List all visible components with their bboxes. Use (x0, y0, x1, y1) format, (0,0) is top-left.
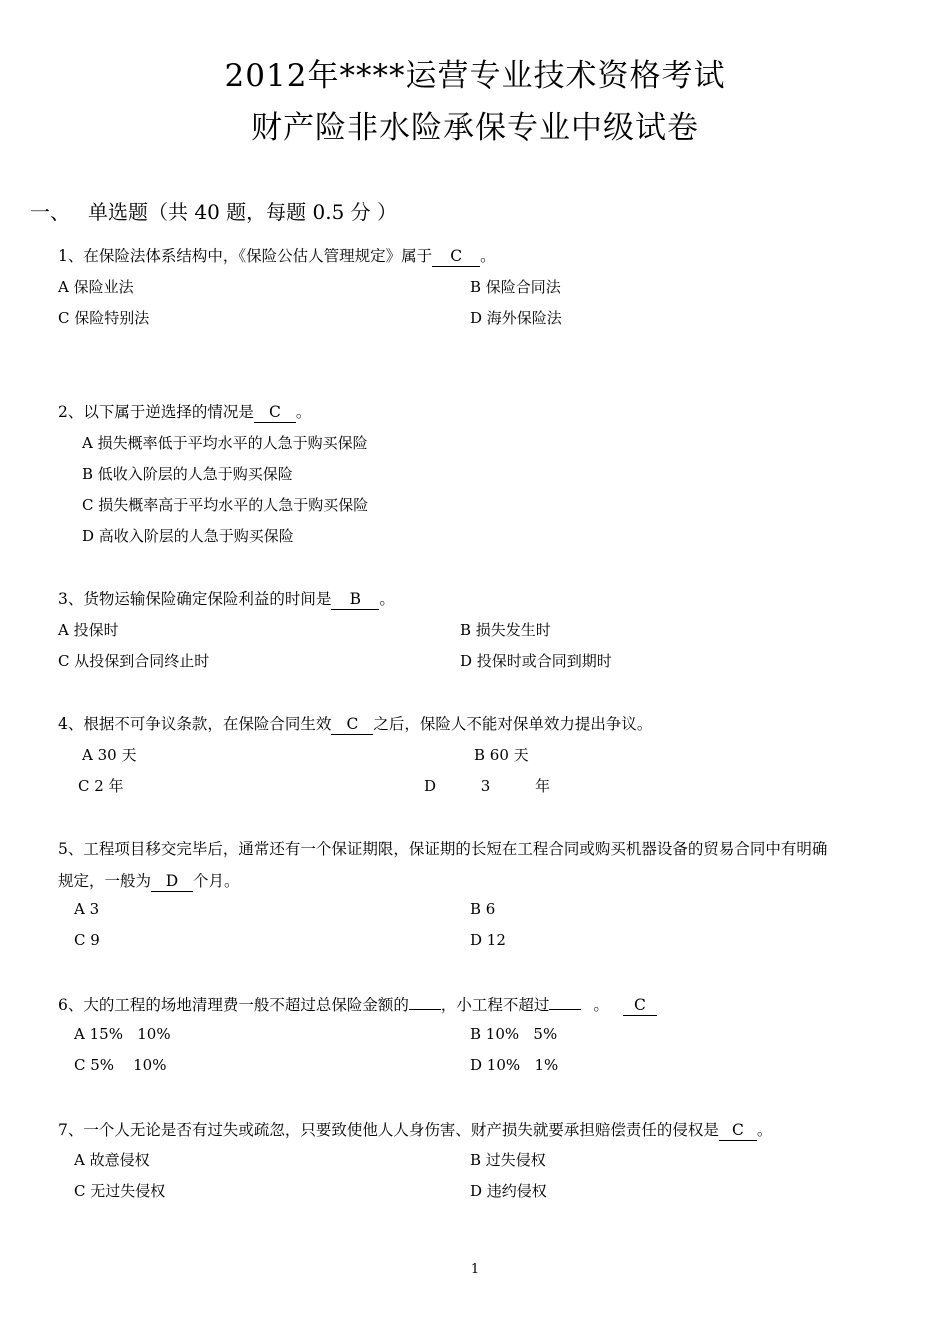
question-5-line2 (58, 869, 240, 892)
question-text-end: 。 (379, 590, 395, 608)
option-b: B 60 天 (474, 746, 529, 764)
question-text-end: 。 (480, 247, 496, 265)
option-d: D 高收入阶层的人急于购买保险 (82, 527, 294, 545)
option-b: B 过失侵权 (470, 1151, 546, 1169)
question-6 (58, 993, 657, 1016)
option-c: C 9 (74, 931, 100, 949)
question-text-end: 。 (756, 1121, 773, 1139)
answer-blank: C (432, 248, 480, 267)
question-3 (58, 587, 395, 610)
question-5-line1: 5、工程项目移交完毕后，通常还有一个保证期限，保证期的长短在工程合同或购买机器设备的贸易合同中有明确 (58, 840, 828, 858)
fill-blank (409, 995, 441, 1010)
option-c: C 损失概率高于平均水平的人急于购买保险 (82, 496, 369, 514)
option-a: A 损失概率低于平均水平的人急于购买保险 (82, 434, 368, 452)
exam-title-line2: 财产险非水险承保专业中级试卷 (251, 110, 699, 146)
option-a: A 投保时 (58, 621, 119, 639)
answer-blank: D (151, 873, 193, 892)
question-1 (58, 244, 496, 267)
question-text-end: 个月。 (193, 872, 240, 890)
option-c: C 2 年 (78, 777, 124, 795)
option-d: D 3 年 (424, 777, 551, 795)
question-text-end: 。 (593, 996, 609, 1014)
question-text: 4、根据不可争议条款，在保险合同生效 (58, 715, 332, 733)
option-d: D 12 (470, 931, 506, 949)
option-b: B 10% 5% (470, 1025, 558, 1043)
option-d: D 10% 1% (470, 1056, 559, 1074)
option-a: A 故意侵权 (74, 1151, 150, 1169)
section-heading: 单选题（共 40 题，每题 0.5 分 ） (88, 200, 398, 224)
question-text: 2、以下属于逆选择的情况是 (58, 403, 254, 421)
option-b: B 6 (470, 900, 496, 918)
question-text-end: 。 (295, 403, 312, 421)
question-text-mid: ，小工程不超过 (440, 996, 550, 1014)
option-b: B 保险合同法 (470, 278, 561, 296)
fill-blank (549, 995, 581, 1010)
option-a: A 3 (74, 900, 100, 918)
answer-blank: C (331, 716, 373, 735)
answer-blank: B (331, 591, 379, 610)
question-text-end: 之后，保险人不能对保单效力提出争议。 (373, 715, 653, 733)
question-7 (58, 1118, 772, 1141)
answer-blank: C (254, 404, 296, 423)
question-text: 规定，一般为 (58, 872, 152, 890)
option-a: A 15% 10% (74, 1025, 171, 1043)
question-2 (58, 400, 311, 423)
answer-blank: C (719, 1122, 757, 1141)
option-c: C 从投保到合同终止时 (58, 652, 210, 670)
option-d: D 海外保险法 (470, 309, 562, 327)
answer-blank: C (623, 997, 657, 1016)
question-text: 3、货物运输保险确定保险利益的时间是 (58, 590, 332, 608)
option-c: C 保险特别法 (58, 309, 150, 327)
option-d: D 违约侵权 (470, 1182, 547, 1200)
option-b: B 低收入阶层的人急于购买保险 (82, 465, 293, 483)
section-number: 一、 (30, 200, 70, 224)
question-text: 6、大的工程的场地清理费一般不超过总保险金额的 (58, 996, 409, 1014)
option-c: C 5% 10% (74, 1056, 167, 1074)
exam-title-line1: 2012年****运营专业技术资格考试 (224, 58, 726, 94)
option-c: C 无过失侵权 (74, 1182, 166, 1200)
option-d: D 投保时或合同到期时 (460, 652, 612, 670)
option-a: A 30 天 (82, 746, 137, 764)
option-b: B 损失发生时 (460, 621, 551, 639)
question-text: 1、在保险法体系结构中，《保险公估人管理规定》属于 (58, 247, 433, 265)
option-a: A 保险业法 (58, 278, 134, 296)
question-text: 7、一个人无论是否有过失或疏忽，只要致使他人人身伤害、财产损失就要承担赔偿责任的侵权是 (58, 1121, 719, 1139)
question-4 (58, 712, 652, 735)
page-number: 1 (470, 1262, 480, 1277)
